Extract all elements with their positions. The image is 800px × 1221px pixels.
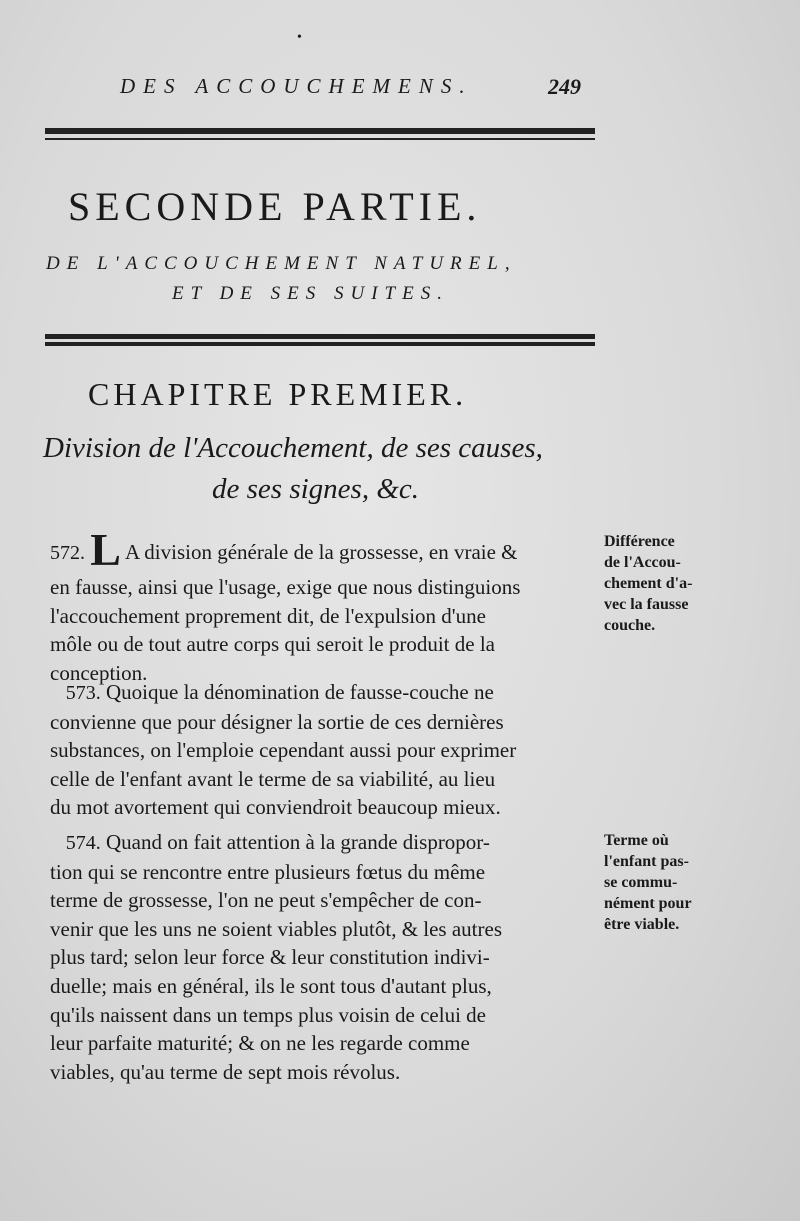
paragraph-line: viables, qu'au terme de sept mois révolus. — [50, 1059, 401, 1084]
paragraph-line: venir que les uns ne soient viables plutôt, & les autres — [50, 916, 502, 941]
part-subtitle-line-1: DE L'ACCOUCHEMENT NATUREL, — [46, 253, 517, 274]
paragraph-line: duelle; mais en général, ils le sont tous d'autant plus, — [50, 973, 492, 998]
paragraph-573 — [50, 678, 605, 822]
margin-note-line: se commu- — [604, 874, 678, 891]
paragraph-line: conception. — [50, 660, 148, 685]
part-title: SECONDE PARTIE. — [68, 184, 482, 229]
paragraph-number: 572. — [50, 542, 85, 564]
paragraph-line: plus tard; selon leur force & leur constitution indivi- — [50, 945, 490, 970]
paragraph-572 — [50, 527, 605, 687]
margin-note-line: nément pour — [604, 895, 692, 912]
paragraph-line: convienne que pour désigner la sortie de ces dernières — [50, 709, 504, 734]
paragraph-line: 573. Quoique la dénomination de fausse-couche ne — [65, 680, 494, 704]
paragraph-line: qu'ils naissent dans un temps plus voisin de celui de — [50, 1002, 486, 1027]
paragraph-line: du mot avortement qui conviendroit beaucoup mieux. — [50, 795, 501, 820]
margin-note-terme — [604, 830, 794, 935]
part-subtitle-line-2: ET DE SES SUITES. — [172, 283, 449, 304]
printer-mark: • — [297, 30, 302, 45]
paragraph-line: môle ou de tout autre corps qui seroit le produit de la — [50, 632, 495, 657]
paragraph-line: l'accouchement proprement dit, de l'expulsion d'une — [50, 603, 486, 628]
paragraph-line: celle de l'enfant avant le terme de sa viabilité, au lieu — [50, 766, 496, 791]
paragraph-line: 574. Quand on fait attention à la grande dispropor- — [65, 830, 490, 854]
drop-cap: L — [90, 527, 121, 573]
margin-note-line: couche. — [604, 617, 656, 634]
margin-note-line: chement d'a- — [604, 575, 693, 592]
running-head: DES ACCOUCHEMENS. — [120, 74, 473, 98]
ornamental-rule-bottom — [45, 334, 595, 346]
ornamental-rule-top — [45, 128, 595, 140]
margin-note-line: être viable. — [604, 916, 680, 933]
paragraph-line: en fausse, ainsi que l'usage, exige que nous distinguions — [50, 575, 521, 599]
paragraph-line: 572. L A division générale de la grossesse, en vraie & — [50, 527, 605, 573]
paragraph-number: 574. — [65, 832, 101, 854]
chapter-title: CHAPITRE PREMIER. — [88, 376, 468, 412]
margin-note-line: vec la fausse — [604, 596, 689, 613]
paragraph-line: leur parfaite maturité; & on ne les regarde comme — [50, 1031, 470, 1056]
paragraph-number: 573. — [65, 682, 101, 704]
margin-note-line: de l'Accou- — [604, 554, 681, 571]
paragraph-line: substances, on l'emploie cependant aussi pour exprimer — [50, 738, 517, 763]
section-title-line-1: Division de l'Accouchement, de ses causes, — [43, 432, 543, 464]
section-title-line-2: de ses signes, &c. — [212, 473, 419, 505]
paragraph-574 — [50, 828, 605, 1086]
margin-note-line: Terme où — [604, 832, 669, 849]
paragraph-line: terme de grossesse, l'on ne peut s'empêcher de con- — [50, 888, 482, 913]
margin-note-difference — [604, 531, 794, 636]
margin-note-line: l'enfant pas- — [604, 853, 689, 870]
page-number: 249 — [548, 74, 581, 99]
margin-note-line: Différence — [604, 533, 675, 550]
paragraph-line: tion qui se rencontre entre plusieurs fœtus du même — [50, 859, 486, 884]
